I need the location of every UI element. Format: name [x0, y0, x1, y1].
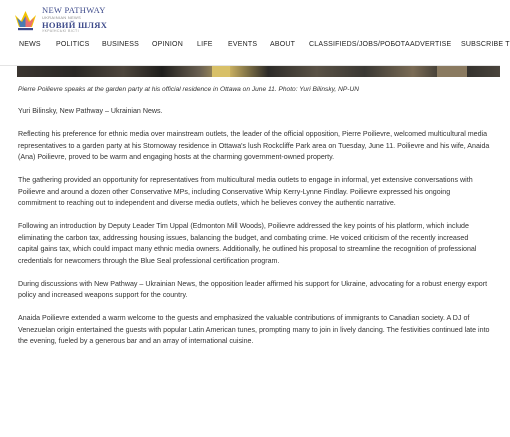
article-paragraph: Reflecting his preference for ethnic media over mainstream outlets, the leader of the official opposition, Pierre Poilievre, welcomed multicultural media representatives to a garden party at his Stornoway residence in Ottawa's lush Rockcliffe Park area on Tuesday, June 11. Poilievre and his wife, Anaida (Ana) Poilievre, proved to be warm and engaging hosts at the charming government-owned property. [18, 130, 490, 161]
nav-business[interactable]: BUSINESS [102, 41, 139, 48]
logo-subtitle-en: UKRAINIAN NEWS [42, 14, 82, 20]
photo-caption: Pierre Poilievre speaks at the garden party at his official residence in Ottawa on June 11. Photo: Yuri Bilinsky, NP-UN [18, 86, 359, 93]
article-paragraph: During discussions with New Pathway – Ukrainian News, the opposition leader affirmed his support for Ukraine, advocating for a robust energy export policy and increased weapons support for the country. [18, 279, 488, 299]
article-body [18, 106, 490, 359]
logo-subtitle-ua: УКРАЇНСЬКІ ВІСТІ [42, 29, 80, 34]
nav-politics[interactable]: POLITICS [56, 41, 90, 48]
crown-logo-icon [13, 7, 38, 33]
nav-opinion[interactable]: OPINION [152, 41, 183, 48]
nav-events[interactable]: EVENTS [228, 41, 258, 48]
nav-life[interactable]: LIFE [197, 41, 213, 48]
photo-highlight [437, 66, 467, 77]
site-header [0, 0, 510, 66]
nav-classifieds[interactable]: CLASSIFIEDS/JOBS/РОБОТА [309, 41, 410, 48]
site-logo[interactable] [13, 5, 133, 35]
article-byline: Yuri Bilinsky, New Pathway – Ukrainian News. [18, 107, 163, 115]
nav-news[interactable]: NEWS [19, 41, 41, 48]
nav-subscribe[interactable]: SUBSCRIBE T [461, 41, 510, 48]
logo-title-ua: НОВИЙ ШЛЯХ [42, 19, 108, 30]
article-paragraph: Anaida Poilievre extended a warm welcome to the guests and emphasized the valuable contributions of immigrants to Canadian society. A DJ of Venezuelan origin entertained the guests with popular Latin American tunes, prompting many to join in lively dancing. The festivities continued late into the evening, fueled by a generous bar and an array of international cuisine. [18, 314, 490, 345]
article-photo [17, 66, 500, 77]
logo-title-en: NEW PATHWAY [42, 5, 106, 16]
article-paragraph: Following an introduction by Deputy Leader Tim Uppal (Edmonton Mill Woods), Poilievre addressed the key points of his platform, which include eliminating the carbon tax, addressing housing issues, balancing the budget, and combating crime. He voiced criticism of the recently increased capital gains tax, which could impact many ethnic media owners. Additionally, he outlined his proposal to streamline the recognition of professional credentials for newcomers through the Blue Seal professional certification program. [18, 222, 477, 265]
photo-highlight [212, 66, 230, 77]
logo-wordmark [42, 6, 107, 34]
article-paragraph: The gathering provided an opportunity for representatives from multicultural media outlets to engage in informal, yet extensive conversations with Poilievre and around a dozen other Conservative MPs, including Conservative Whip Kerry-Lynne Findlay. Poilievre expressed his ongoing commitment to reaching out to independent and diverse media outlets, which he believes convey the authentic narrative. [18, 176, 473, 207]
main-nav [0, 38, 510, 52]
nav-about[interactable]: ABOUT [270, 41, 296, 48]
nav-advertise[interactable]: ADVERTISE [410, 41, 452, 48]
